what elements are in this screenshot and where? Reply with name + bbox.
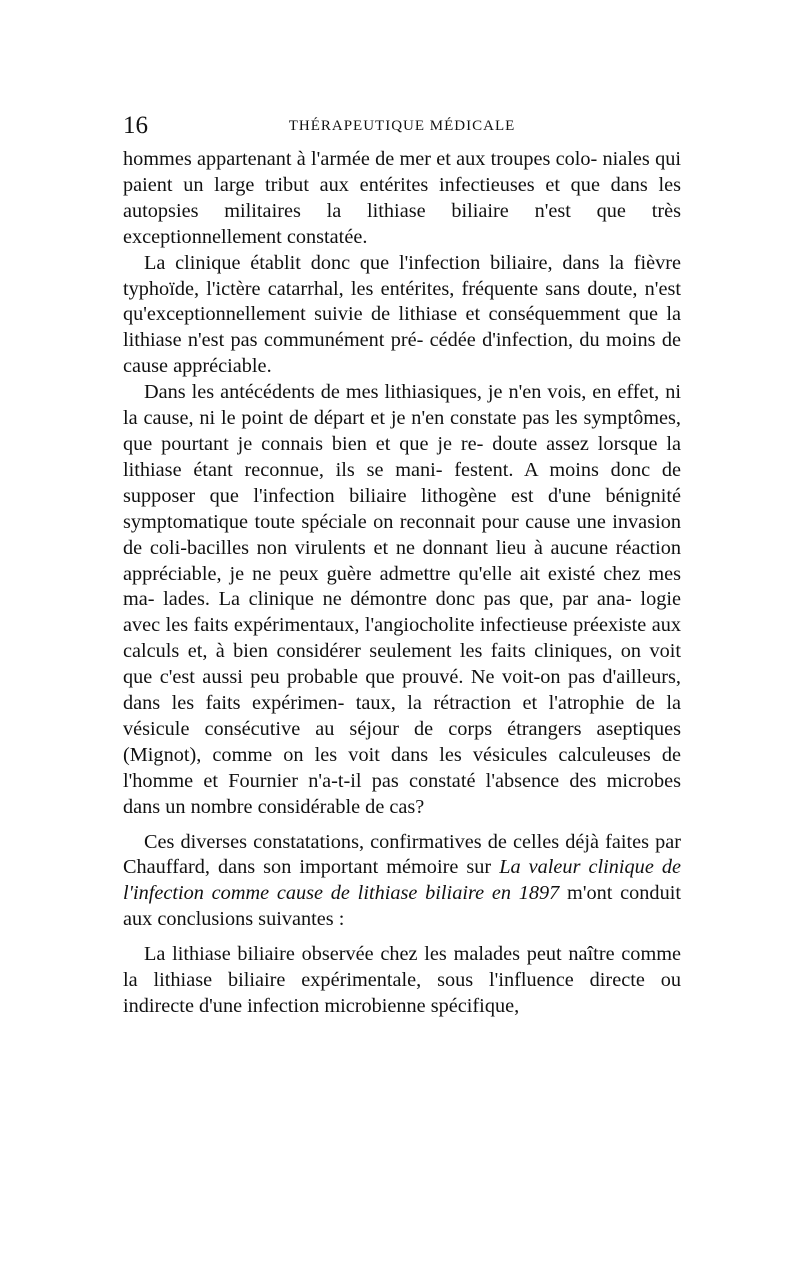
paragraph bbox=[123, 830, 681, 934]
paragraph: Dans les antécédents de mes lithiasiques, je n'en vois, en effet, ni la cause, ni le point de départ et je n'en constate pas les symptômes, que pourtant je connais bien et que je re- doute assez lorsque la lithiase étant reconnue, ils se mani- festent. A moins donc de supposer que l'infection biliaire lithogène est d'une bénignité symptomatique toute spéciale on reconnait pour cause une invasion de coli-bacilles non virulents et ne donnant lieu à aucune réaction appréciable, je ne peux guère admettre qu'elle ait existé chez mes ma- lades. La clinique ne démontre donc pas que, par ana- logie avec les faits expérimentaux, l'angiocholite infectieuse préexiste aux calculs et, à bien considérer seulement les faits cliniques, on voit que c'est aussi peu probable que prouvé. Ne voit-on pas d'ailleurs, dans les faits expérimen- taux, la rétraction et l'atrophie de la vésicule consécutive au séjour de corps étrangers aseptiques (Mignot), comme on les voit dans les vésicules calculeuses de l'homme et Fournier n'a-t-il pas constaté l'absence des microbes dans un nombre considérable de cas? bbox=[123, 381, 681, 818]
page-header bbox=[123, 112, 681, 142]
paragraph-text: Ces diverses constatations, confirmatives de celles déjà faites par Chauffard, dans son important mémoire sur bbox=[123, 830, 681, 879]
page-number: 16 bbox=[123, 112, 148, 139]
paragraph: La lithiase biliaire observée chez les malades peut naître comme la lithiase biliaire expérimentale, sous l'influence directe ou indirecte d'une infection microbienne spécifique, bbox=[123, 943, 681, 1017]
cited-title: La valeur clinique de l'infection comme cause de lithiase biliaire en 1897 bbox=[123, 856, 682, 905]
paragraph-text: m'ont conduit aux conclusions suivantes : bbox=[123, 882, 681, 931]
paragraph: La clinique établit donc que l'infection biliaire, dans la fièvre typhoïde, l'ictère catarrhal, les entérites, fréquente sans doute, n'est qu'exceptionnellement suivie de lithiase et conséquemment que la lithiase n'est pas communément pré- cédée d'infection, du moins de cause appréciable. bbox=[123, 251, 681, 378]
paragraph: hommes appartenant à l'armée de mer et aux troupes colo- niales qui paient un large tribut aux entérites infectieuses et que dans les autopsies militaires la lithiase biliaire n'est que très exceptionnellement constatée. bbox=[123, 148, 681, 248]
body-text bbox=[123, 147, 681, 1020]
running-title: THÉRAPEUTIQUE MÉDICALE bbox=[288, 118, 516, 134]
